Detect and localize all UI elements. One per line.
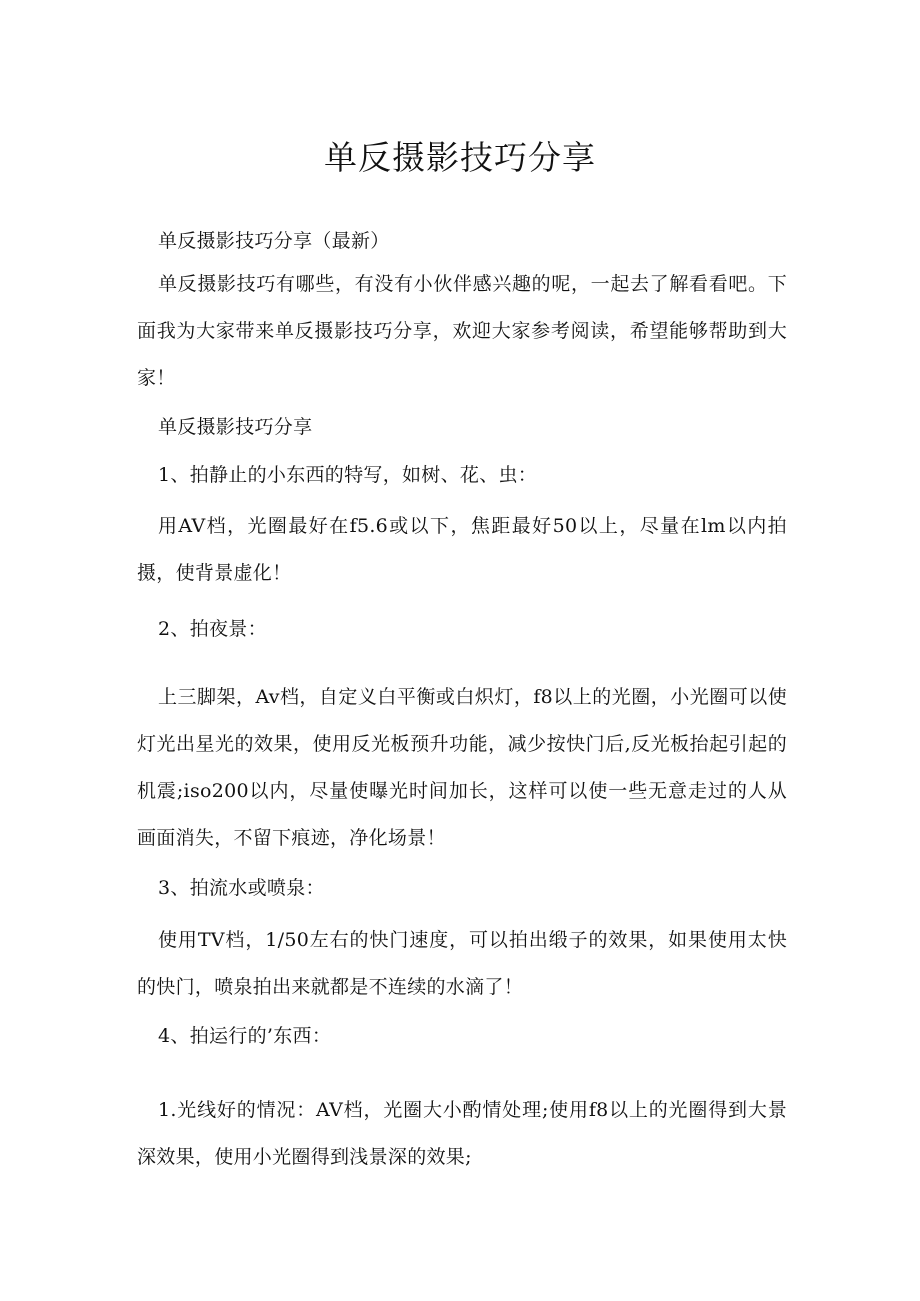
subtitle-paragraph: 单反摄影技巧分享（最新） bbox=[158, 230, 390, 252]
intro-paragraph: 单反摄影技巧有哪些，有没有小伙伴感兴趣的呢，一起去了解看看吧。下面我为大家带来单反摄影技巧分享，欢迎大家参考阅读，希望能够帮助到大家！ bbox=[137, 273, 787, 389]
tip-3-body: 使用TV档，1/50左右的快门速度，可以拍出缎子的效果，如果使用太快的快门，喷泉拍出来就都是不连续的水滴了！ bbox=[137, 929, 787, 998]
section-heading: 单反摄影技巧分享 bbox=[158, 416, 313, 438]
document-title: 单反摄影技巧分享 bbox=[324, 138, 596, 177]
tip-3-heading: 3、拍流水或喷泉： bbox=[158, 877, 325, 899]
tip-1-heading: 1、拍静止的小东西的特写，如树、花、虫： bbox=[158, 464, 538, 486]
tip-1-body: 用AV档，光圈最好在f5.6或以下，焦距最好50以上，尽量在lm以内拍摄，使背景虚化！ bbox=[137, 515, 787, 584]
tip-2-heading: 2、拍夜景： bbox=[158, 618, 267, 640]
tip-4-body: 1.光线好的情况：AV档，光圈大小酌情处理;使用f8以上的光圈得到大景深效果，使用小光圈得到浅景深的效果; bbox=[137, 1099, 787, 1168]
tip-4-heading: 4、拍运行的’东西： bbox=[158, 1025, 332, 1047]
tip-2-body: 上三脚架，Av档，自定义白平衡或白炽灯，f8以上的光圈，小光圈可以使灯光出星光的效果，使用反光板预升功能，减少按快门后,反光板抬起引起的机震;iso200以内，尽量使曝光时间加长，这样可以使一些无意走过的人从画面消失，不留下痕迹，净化场景！ bbox=[137, 686, 787, 849]
